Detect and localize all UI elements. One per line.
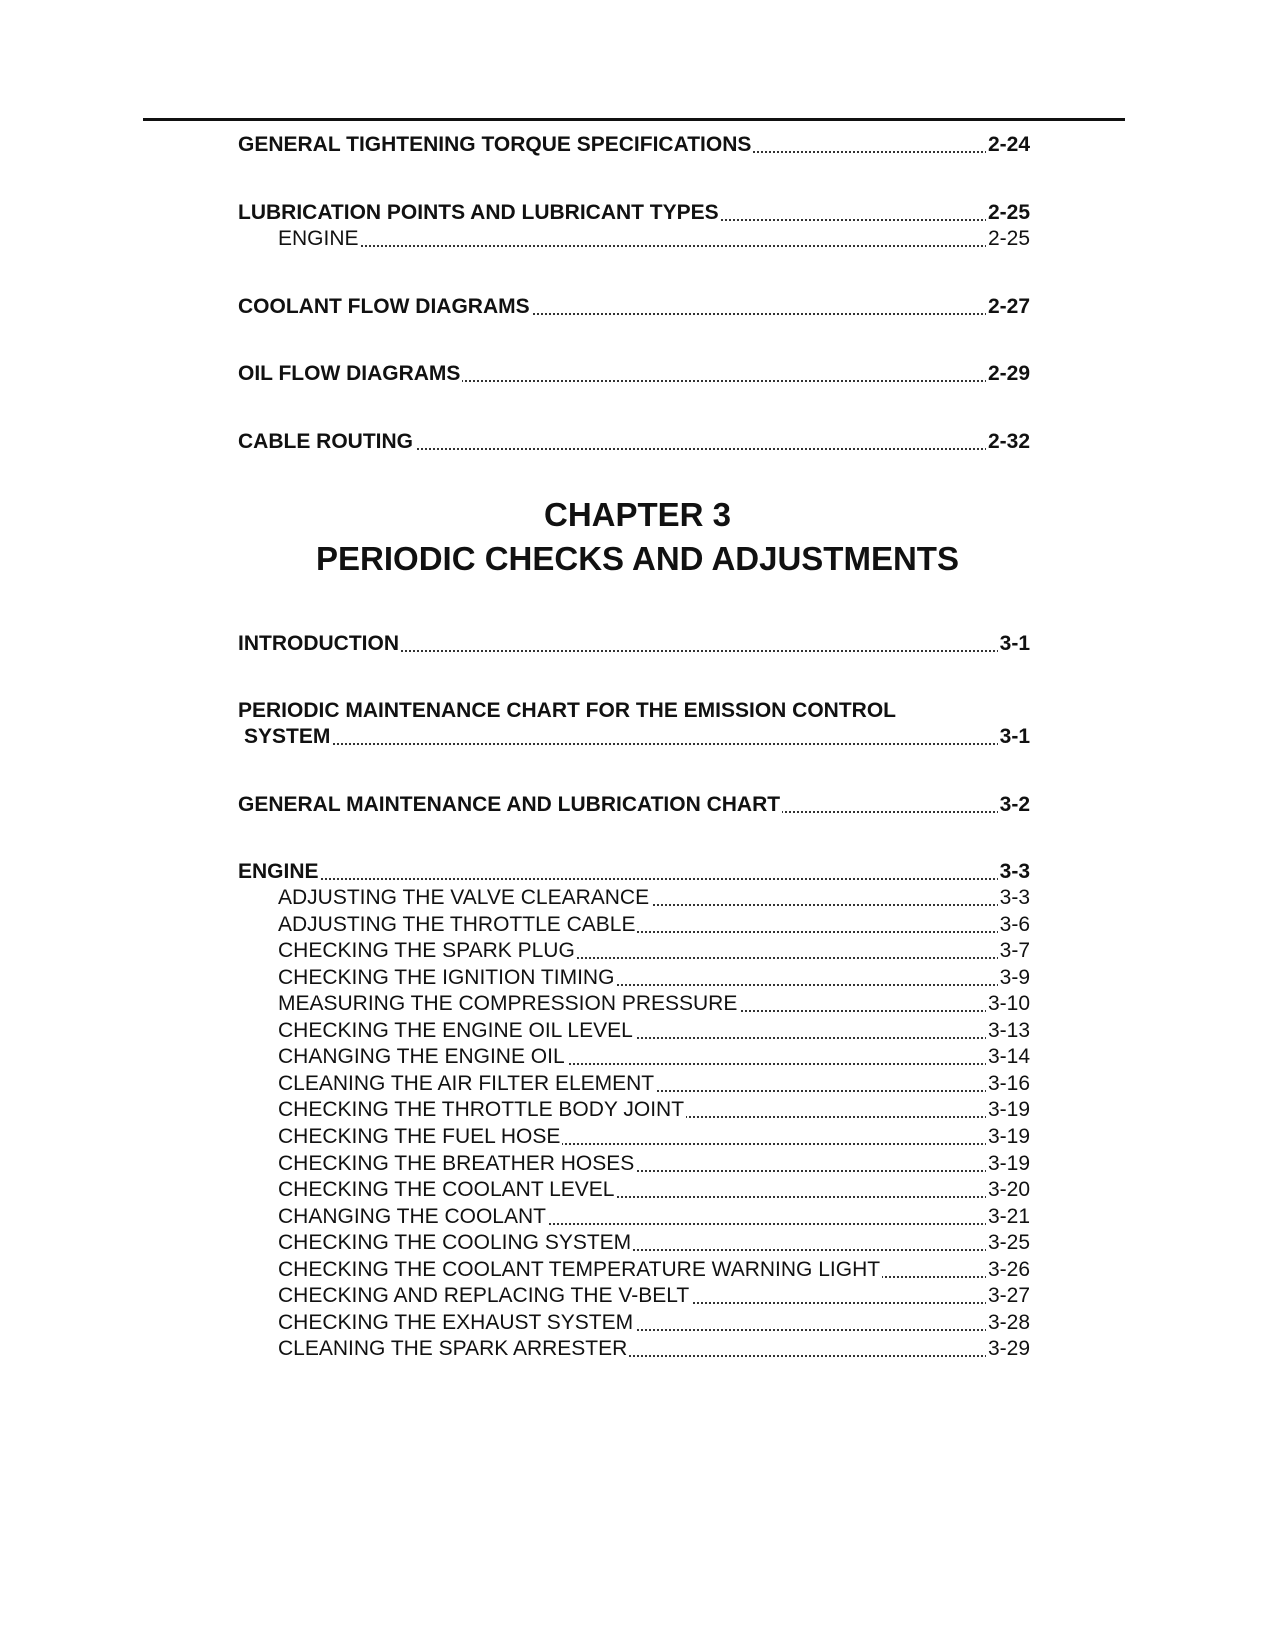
- toc-page: 3-19: [987, 1151, 1030, 1175]
- toc-page: 2-27: [987, 295, 1030, 318]
- toc-subentry[interactable]: [238, 1044, 1030, 1070]
- toc-entry[interactable]: [238, 132, 1030, 158]
- toc-title: ADJUSTING THE THROTTLE CABLE: [238, 912, 637, 938]
- toc-subentry[interactable]: [238, 1018, 1030, 1044]
- toc-entry[interactable]: [238, 792, 1030, 818]
- toc-page: 2-25: [987, 227, 1030, 250]
- toc-entry[interactable]: [238, 200, 1030, 226]
- toc-page: 3-29: [987, 1337, 1030, 1361]
- toc-title: COOLANT FLOW DIAGRAMS: [238, 295, 530, 318]
- toc-subentry[interactable]: [238, 1177, 1030, 1203]
- toc-title: ADJUSTING THE VALVE CLEARANCE: [238, 885, 651, 911]
- toc-subentry[interactable]: [238, 1151, 1030, 1177]
- toc-title: CHANGING THE ENGINE OIL: [238, 1044, 567, 1070]
- toc-title: ENGINE: [238, 860, 319, 883]
- toc-title: SYSTEM: [238, 724, 332, 750]
- toc-page: 3-19: [987, 1098, 1030, 1122]
- toc-title: CHANGING THE COOLANT: [238, 1204, 548, 1230]
- toc-subentry[interactable]: [238, 1124, 1030, 1150]
- toc-title: OIL FLOW DIAGRAMS: [238, 362, 461, 385]
- toc-entry[interactable]: [238, 724, 1030, 750]
- toc-title: CHECKING THE SPARK PLUG: [238, 938, 577, 964]
- toc-subentry[interactable]: [238, 1071, 1030, 1097]
- toc-subentry[interactable]: [238, 1336, 1030, 1362]
- top-rule: [143, 118, 1125, 121]
- toc-title: MEASURING THE COMPRESSION PRESSURE: [238, 991, 739, 1017]
- toc-subentry[interactable]: [238, 1097, 1030, 1123]
- toc-entry[interactable]: [238, 631, 1030, 657]
- chapter-title: PERIODIC CHECKS AND ADJUSTMENTS: [316, 540, 959, 577]
- toc-title: CLEANING THE SPARK ARRESTER: [238, 1336, 629, 1362]
- toc-page: 3-28: [987, 1310, 1030, 1334]
- toc-title: ENGINE: [238, 226, 361, 252]
- chapter-number: CHAPTER 3: [543, 496, 732, 533]
- toc-page: 2-24: [987, 133, 1030, 156]
- toc-title: CHECKING THE EXHAUST SYSTEM: [238, 1310, 635, 1336]
- toc-title: GENERAL TIGHTENING TORQUE SPECIFICATIONS: [238, 133, 752, 156]
- toc-page: 3-13: [987, 1018, 1030, 1042]
- toc-page: 3-19: [987, 1124, 1030, 1148]
- toc-subentry[interactable]: [238, 1283, 1030, 1309]
- toc-page: 3-1: [999, 632, 1030, 655]
- toc-page: 3-16: [987, 1071, 1030, 1095]
- toc-subentry[interactable]: [238, 1230, 1030, 1256]
- toc-page: 3-7: [999, 939, 1030, 963]
- toc-subentry[interactable]: [238, 965, 1030, 991]
- toc-title: INTRODUCTION: [238, 632, 399, 655]
- toc-subentry[interactable]: [238, 885, 1030, 911]
- toc-entry[interactable]: [238, 429, 1030, 455]
- toc-title: CHECKING THE IGNITION TIMING: [238, 965, 616, 991]
- toc-subentry[interactable]: [238, 991, 1030, 1017]
- toc-page: 3-27: [987, 1284, 1030, 1308]
- toc-title: CHECKING AND REPLACING THE V-BELT: [238, 1283, 691, 1309]
- toc-subentry[interactable]: [238, 226, 1030, 252]
- toc-page: 2-29: [987, 362, 1030, 385]
- toc-entry-line[interactable]: PERIODIC MAINTENANCE CHART FOR THE EMISSION CONTROL: [238, 699, 897, 722]
- toc-subentry[interactable]: [238, 1257, 1030, 1283]
- toc-title: CABLE ROUTING: [238, 430, 413, 453]
- toc-title: CHECKING THE THROTTLE BODY JOINT: [238, 1097, 686, 1123]
- toc-title: LUBRICATION POINTS AND LUBRICANT TYPES: [238, 201, 719, 224]
- toc-title: CHECKING THE COOLING SYSTEM: [238, 1230, 633, 1256]
- toc-subentry[interactable]: [238, 1310, 1030, 1336]
- toc-entry[interactable]: [238, 294, 1030, 320]
- toc-page: 2-25: [987, 201, 1030, 224]
- toc-entry[interactable]: [238, 859, 1030, 885]
- toc-subentry[interactable]: [238, 938, 1030, 964]
- toc-title: CHECKING THE COOLANT LEVEL: [238, 1177, 616, 1203]
- toc-page: 3-3: [999, 886, 1030, 909]
- toc-page: 3-10: [987, 992, 1030, 1016]
- toc-title: CHECKING THE BREATHER HOSES: [238, 1151, 636, 1177]
- toc-page: 3-25: [987, 1231, 1030, 1255]
- toc-title: CHECKING THE COOLANT TEMPERATURE WARNING LIGHT: [238, 1257, 882, 1283]
- toc-page: 3-21: [987, 1204, 1030, 1228]
- toc-subentry[interactable]: [238, 1204, 1030, 1230]
- toc-title: GENERAL MAINTENANCE AND LUBRICATION CHART: [238, 793, 781, 816]
- toc-page: 2-32: [987, 430, 1030, 453]
- toc-entry[interactable]: [238, 361, 1030, 387]
- toc-title: CLEANING THE AIR FILTER ELEMENT: [238, 1071, 656, 1097]
- toc-page: 3-1: [999, 725, 1030, 748]
- toc-page: 3-20: [987, 1178, 1030, 1202]
- toc-page: 3-9: [999, 965, 1030, 989]
- toc-page: 3-14: [987, 1045, 1030, 1069]
- toc-page: 3-6: [999, 912, 1030, 936]
- toc-subentry[interactable]: [238, 912, 1030, 938]
- toc-title: CHECKING THE ENGINE OIL LEVEL: [238, 1018, 635, 1044]
- toc-title: CHECKING THE FUEL HOSE: [238, 1124, 562, 1150]
- toc-page: 3-26: [987, 1257, 1030, 1281]
- toc-page: 3-3: [999, 860, 1030, 883]
- toc-page: 3-2: [999, 793, 1030, 816]
